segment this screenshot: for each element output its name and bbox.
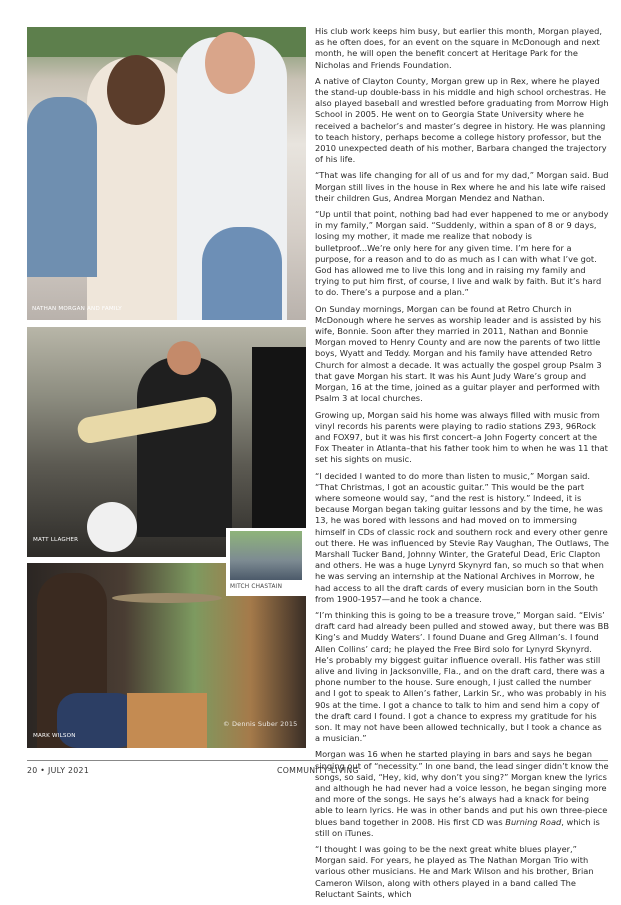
text: , which is still on iTunes. bbox=[315, 816, 600, 838]
paragraph: Growing up, Morgan said his home was always filled with music from vinyl records his parents were playing to radio stations Z93, 96Rock and FOX97, but it was his first concert–a John Fogerty concert at the Fox Theater in Atlanta–that his father took him to when he was 11 that set his sights on music. bbox=[315, 409, 608, 465]
paragraph: “Up until that point, nothing bad had ever happened to me or anybody in my family,” Morgan said. “Suddenly, within a span of 8 or 9 days, losing my mother, it made me realize that nobody is bulletproof...We’re only here for any given time. I’m here for a purpose, for a reason and to do as much as I can with what I’ve got. God has allowed me to live this long and in raising my family and trying to put him first, of course, I live and walk by faith. But it’s hard to do. There’s a purpose and a plan.” bbox=[315, 209, 609, 298]
performer-figure bbox=[137, 357, 232, 537]
photo-caption: MATT LLAGHER bbox=[33, 537, 79, 543]
family-photo bbox=[27, 27, 306, 320]
performer-head bbox=[167, 341, 201, 375]
article-column bbox=[315, 26, 609, 905]
drum bbox=[87, 502, 137, 552]
paragraph: His club work keeps him busy, but earlier this month, Morgan played, as he often does, for an event on the square in McDonough and next month, he will open the benefit concert at Heritage Park for the Nicholas and Friends Foundation. bbox=[315, 26, 602, 70]
footer-divider bbox=[27, 760, 608, 761]
drummer-jeans bbox=[57, 693, 137, 748]
photo-caption: NATHAN MORGAN AND FAMILY bbox=[32, 306, 122, 312]
page-info: 20 • JULY 2021 bbox=[27, 766, 90, 775]
inset-photo bbox=[226, 528, 306, 596]
man-face bbox=[205, 32, 255, 94]
speaker bbox=[252, 347, 306, 557]
photo-caption: MARK WILSON bbox=[33, 733, 76, 739]
drum bbox=[127, 693, 207, 748]
paragraph: “I thought I was going to be the next great white blues player,” Morgan said. For years, he played as The Nathan Morgan Trio with various other musicians. He and Mark Wilson and his brother, Brian Cameron Wilson, along with others played in a band called The Reluctant Saints, which bbox=[315, 844, 594, 899]
performer-photo bbox=[27, 327, 306, 557]
paragraph: “That was life changing for all of us and for my dad,” Morgan said. Bud Morgan still lives in the house in Rex where he and his late wife raised their children Gus, Andrea Morgan Mendez and Nathan. bbox=[315, 170, 609, 203]
text: Morgan was 16 when he started playing in bars and says he began singing out of “necessity.” In one band, the lead singer didn’t know the songs, so said, “Hey, kid, why don’t you sing?” Morgan knew the lyrics and although he had never had a voice lesson, he began singing more and more of the songs. He says he’s always had a knack for being able to learn lyrics. He was in other bands and put his own three-piece blues band together in 2008. His first CD was bbox=[315, 749, 609, 827]
publication-name: COMMUNITY LIVING bbox=[277, 766, 359, 775]
paragraph bbox=[315, 749, 609, 839]
photo-watermark: © Dennis Suber 2015 bbox=[223, 720, 298, 728]
photo-caption: MITCH CHASTAIN bbox=[230, 584, 283, 590]
boy-figure bbox=[202, 227, 282, 320]
cd-title: Burning Road bbox=[505, 816, 562, 827]
paragraph: A native of Clayton County, Morgan grew up in Rex, where he played the stand-up double-bass in his middle and high school orchestras. He also played baseball and wrestled before graduating from Morrow High School in 2005. He went on to Georgia State University where he received a bachelor’s and master’s degree in history. He was planning to teach history, perhaps become a college history professor, but the 2010 unexpected death of his mother, Barbara changed the trajectory of his life. bbox=[315, 75, 609, 165]
cymbal bbox=[112, 593, 222, 603]
paragraph: On Sunday mornings, Morgan can be found at Retro Church in McDonough where he serves as worship leader and is assisted by his wife, Bonnie. Soon after they married in 2011, Nathan and Bonnie Morgan moved to Henry County and are now the parents of two little boys, Wyatt and Teddy. Morgan and his family have attended Retro Church for almost a decade. It was actually the gospel group Psalm 3 that gave Morgan his start. It was his Aunt Judy Ware’s group and Morgan, 16 at the time, joined as a guitar player and performed with Psalm 3 at local churches. bbox=[315, 303, 602, 404]
paragraph: “I’m thinking this is going to be a treasure trove,” Morgan said. “Elvis’ draft card had already been pulled and stowed away, but there was BB King’s and Muddy Waters’. I found Duane and Greg Allman’s. I found Allen Collins’ card; he played the Free Bird solo for Lynyrd Skynyrd. He’s probably my biggest guitar influence overall. His father was still alive and living in Jacksonville, Fla., and on the draft card, there was a phone number to the house. Sure enough, I just called the number and I got to speak to Allen’s father, Larkin Sr., who was probably in his 90s at the time. I got a chance to talk to him and send him a copy of the draft card I found. I got a chance to express my gratitude for his son. It may not have been allowed technically, but I took a chance as a musician.” bbox=[315, 609, 610, 744]
paragraph: “I decided I wanted to do more than listen to music,” Morgan said. “That Christmas, I got an acoustic guitar.” This would be the part where someone would say, “and the rest is history.” Indeed, it is because Morgan began taking guitar lessons and by the time, he was 13, he was bored with lessons and had moved on to immersing himself in CDs of classic rock and southern rock and every other genre out there. He was influenced by Stevie Ray Vaughan, The Outlaws, The Marshall Tucker Band, Johnny Winter, the Grateful Dead, Eric Clapton and others. He was a huge Lynyrd Skynyrd fan, so much so that when he was serving an internship at the National Archives in Morrow, he had access to all the draft cards of every musician born in the South from 1900-1957—and he took a chance. bbox=[315, 470, 610, 604]
child-figure bbox=[27, 97, 97, 277]
woman-hair bbox=[107, 55, 165, 125]
keyboardist-image bbox=[230, 531, 302, 580]
